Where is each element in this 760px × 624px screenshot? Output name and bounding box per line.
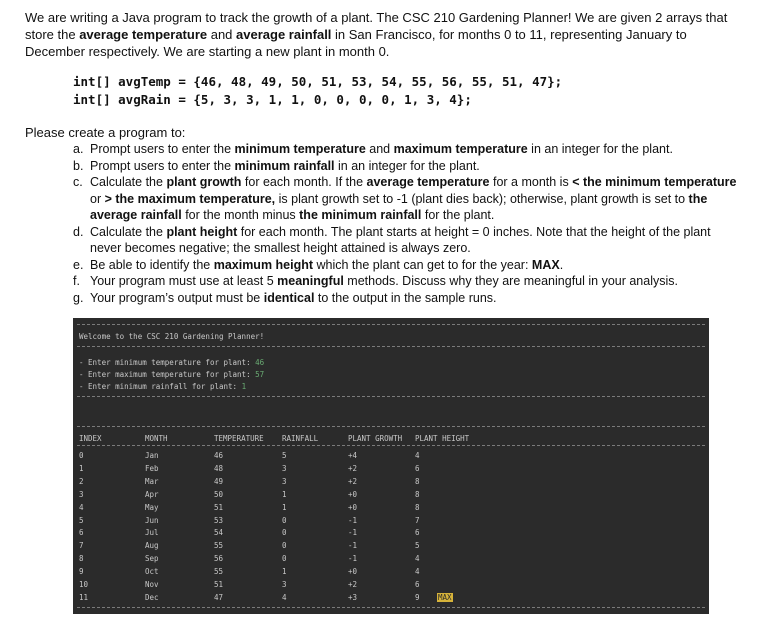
- cell-plant-height: 7: [415, 515, 420, 525]
- cell-rainfall: 3: [282, 463, 287, 473]
- cell-temperature: 56: [214, 554, 224, 564]
- divider: [77, 324, 705, 325]
- list-marker: d.: [73, 224, 84, 239]
- prompt-min-temp: [79, 358, 264, 367]
- req-text: or: [90, 191, 105, 206]
- req-bold: maximum temperature: [393, 142, 528, 156]
- cell-plant-growth: +2: [348, 580, 358, 589]
- req-bold: identical: [263, 290, 315, 305]
- cell-index: 9: [79, 567, 84, 577]
- header-rainfall: RAINFALL: [282, 434, 319, 443]
- cell-plant-growth: +0: [348, 489, 358, 499]
- cell-plant-growth: +2: [348, 476, 358, 486]
- intro-text: in San Francisco, for months 0 to 11, representing January to December respectively. We are starting a new plant in month 0.: [25, 27, 687, 59]
- req-text: .: [559, 257, 564, 272]
- requirement-c: [73, 174, 743, 224]
- cell-plant-height: 8: [415, 489, 420, 499]
- cell-plant-growth: -1: [348, 541, 358, 551]
- list-marker: f.: [73, 274, 80, 288]
- prompt-min-rain: [79, 382, 246, 391]
- cell-plant-height: 4: [415, 451, 420, 460]
- cell-index: 11: [79, 592, 89, 602]
- cell-index: 3: [79, 489, 84, 499]
- req-text: Your program’s output must be: [90, 290, 264, 305]
- requirement-g: [73, 290, 743, 307]
- header-divider: [77, 445, 705, 446]
- req-text: for a month is: [489, 175, 573, 189]
- cell-index: 1: [79, 463, 84, 473]
- cell-month: Jun: [145, 515, 159, 525]
- req-text: for the month minus: [181, 208, 300, 222]
- req-text: Calculate the: [90, 224, 167, 239]
- cell-temperature: 51: [214, 580, 224, 589]
- req-text: Prompt users to enter the: [90, 142, 235, 156]
- req-text: for each month. If the: [241, 175, 367, 189]
- cell-month: Oct: [145, 567, 159, 577]
- cell-temperature: 53: [214, 515, 224, 525]
- req-text: which the plant can get to for the year:: [313, 257, 532, 272]
- cell-month: May: [145, 502, 159, 512]
- req-text: to the output in the sample runs.: [314, 290, 497, 305]
- prompt-label: - Enter minimum rainfall for plant:: [79, 382, 242, 391]
- req-text: Prompt users to enter the: [90, 158, 235, 173]
- cell-month: Jan: [145, 451, 159, 460]
- prompt-value: 46: [255, 358, 265, 367]
- req-text: in an integer for the plant.: [334, 158, 480, 173]
- req-bold: minimum rainfall: [234, 158, 335, 173]
- table-bottom-divider: [77, 607, 705, 608]
- req-text: for each month. The plant starts at height = 0 inches. Note that the height of the plant never becomes negative; the smallest height attained is always zero.: [90, 224, 711, 255]
- max-badge: MAX: [438, 592, 452, 602]
- req-text: Calculate the: [90, 175, 167, 189]
- cell-plant-height: 5: [415, 541, 420, 551]
- header-plant-growth: PLANT GROWTH: [348, 434, 403, 443]
- cell-plant-growth: -1: [348, 515, 358, 525]
- intro-text: and: [207, 27, 237, 42]
- cell-rainfall: 3: [282, 476, 287, 486]
- req-bold: MAX: [531, 257, 560, 272]
- cell-rainfall: 0: [282, 554, 287, 564]
- cell-plant-height: 6: [415, 528, 420, 538]
- requirement-f: [73, 273, 743, 290]
- list-marker: c.: [73, 175, 83, 189]
- cell-index: 0: [79, 451, 84, 460]
- cell-rainfall: 1: [282, 489, 287, 499]
- cell-plant-height: 4: [415, 554, 420, 564]
- cell-plant-height: 4: [415, 567, 420, 577]
- req-text: methods. Discuss why they are meaningful in your analysis.: [343, 274, 678, 288]
- cell-rainfall: 0: [282, 528, 287, 538]
- header-index: INDEX: [79, 434, 102, 443]
- cell-temperature: 55: [214, 567, 224, 577]
- intro-bold-avg-rain: average rainfall: [236, 27, 332, 42]
- req-text: Your program must use at least 5: [90, 274, 278, 288]
- requirement-e: [73, 257, 743, 274]
- cell-plant-height: 8: [415, 502, 420, 512]
- req-bold: plant growth: [166, 175, 242, 189]
- header-month: MONTH: [145, 434, 168, 443]
- req-text: Be able to identify the: [90, 257, 214, 272]
- divider: [77, 346, 705, 347]
- req-bold: average temperature: [366, 175, 490, 189]
- prompt-label: - Enter maximum temperature for plant:: [79, 370, 256, 379]
- cell-temperature: 55: [214, 541, 224, 551]
- cell-rainfall: 0: [282, 515, 287, 525]
- prompt-label: - Enter minimum temperature for plant:: [79, 358, 256, 367]
- cell-index: 8: [79, 554, 84, 564]
- cell-rainfall: 5: [282, 451, 287, 460]
- cell-plant-growth: +0: [348, 567, 358, 577]
- req-text: and: [365, 142, 394, 156]
- cell-plant-growth: +3: [348, 592, 358, 602]
- list-marker: a.: [73, 142, 84, 156]
- cell-month: Jul: [145, 528, 159, 538]
- cell-rainfall: 1: [282, 567, 287, 577]
- cell-index: 6: [79, 528, 84, 538]
- cell-index: 7: [79, 541, 84, 551]
- divider: [77, 396, 705, 397]
- cell-plant-height: 6: [415, 463, 420, 473]
- req-bold: < the minimum temperature: [572, 175, 737, 189]
- cell-plant-height: 9: [415, 592, 420, 602]
- intro-paragraph: [25, 9, 740, 60]
- list-marker: g.: [73, 290, 84, 305]
- cell-plant-growth: -1: [348, 528, 358, 538]
- cell-index: 4: [79, 502, 84, 512]
- cell-temperature: 49: [214, 476, 224, 486]
- req-bold: plant height: [166, 224, 238, 239]
- cell-month: Mar: [145, 476, 159, 486]
- req-text: is plant growth set to -1 (plant dies back); otherwise, plant growth is set to: [275, 191, 689, 206]
- cell-plant-growth: +0: [348, 502, 358, 512]
- cell-index: 5: [79, 515, 84, 525]
- cell-plant-growth: +2: [348, 463, 358, 473]
- instructions-heading: Please create a program to:: [25, 125, 186, 140]
- cell-plant-height: 6: [415, 580, 420, 589]
- req-bold: meaningful: [277, 274, 344, 288]
- cell-plant-growth: -1: [348, 554, 358, 564]
- req-text: for the plant.: [421, 208, 495, 222]
- intro-text: We are writing a Java program to track the growth of a plant. The CSC 210 Gardening Planner! We are given 2 arrays that store the: [25, 10, 728, 42]
- cell-month: Dec: [145, 592, 159, 602]
- cell-temperature: 48: [214, 463, 224, 473]
- cell-plant-height: 8: [415, 476, 420, 486]
- req-bold: the minimum rainfall: [299, 208, 422, 222]
- cell-index: 2: [79, 476, 84, 486]
- requirement-a: [73, 141, 743, 158]
- cell-temperature: 54: [214, 528, 224, 538]
- header-temperature: TEMPERATURE: [214, 434, 264, 443]
- cell-month: Sep: [145, 554, 159, 564]
- cell-rainfall: 3: [282, 580, 287, 589]
- req-bold: maximum height: [213, 257, 314, 272]
- cell-rainfall: 1: [282, 502, 287, 512]
- list-marker: b.: [73, 158, 84, 173]
- req-bold: > the maximum temperature,: [104, 191, 276, 206]
- cell-month: Nov: [145, 580, 159, 589]
- prompt-max-temp: [79, 370, 264, 379]
- cell-month: Aug: [145, 541, 159, 551]
- welcome-message: Welcome to the CSC 210 Gardening Planner!: [79, 332, 265, 341]
- prompt-value: 57: [255, 370, 265, 379]
- code-line-avg-temp: int[] avgTemp = {46, 48, 49, 50, 51, 53, 54, 55, 56, 55, 51, 47};: [73, 74, 563, 89]
- req-bold: minimum temperature: [234, 142, 366, 156]
- cell-month: Apr: [145, 489, 159, 499]
- code-line-avg-rain: int[] avgRain = {5, 3, 3, 1, 1, 0, 0, 0, 0, 1, 3, 4};: [73, 92, 472, 107]
- cell-temperature: 46: [214, 451, 224, 460]
- cell-plant-growth: +4: [348, 451, 358, 460]
- cell-temperature: 47: [214, 592, 224, 602]
- header-plant-height: PLANT HEIGHT: [415, 434, 470, 443]
- req-bold: the average rainfall: [90, 191, 708, 222]
- cell-rainfall: 4: [282, 592, 287, 602]
- requirement-b: [73, 158, 743, 175]
- requirements-list: [73, 141, 743, 306]
- req-text: in an integer for the plant.: [527, 142, 673, 156]
- list-marker: e.: [73, 257, 84, 272]
- cell-month: Feb: [145, 463, 159, 473]
- table-top-divider: [77, 426, 705, 427]
- cell-temperature: 51: [214, 502, 224, 512]
- sample-run-terminal: [73, 318, 709, 614]
- cell-index: 10: [79, 580, 89, 589]
- cell-rainfall: 0: [282, 541, 287, 551]
- cell-temperature: 50: [214, 489, 224, 499]
- requirement-d: [73, 224, 743, 257]
- prompt-value: 1: [241, 382, 247, 391]
- intro-bold-avg-temp: average temperature: [79, 27, 208, 42]
- code-block: [73, 73, 562, 109]
